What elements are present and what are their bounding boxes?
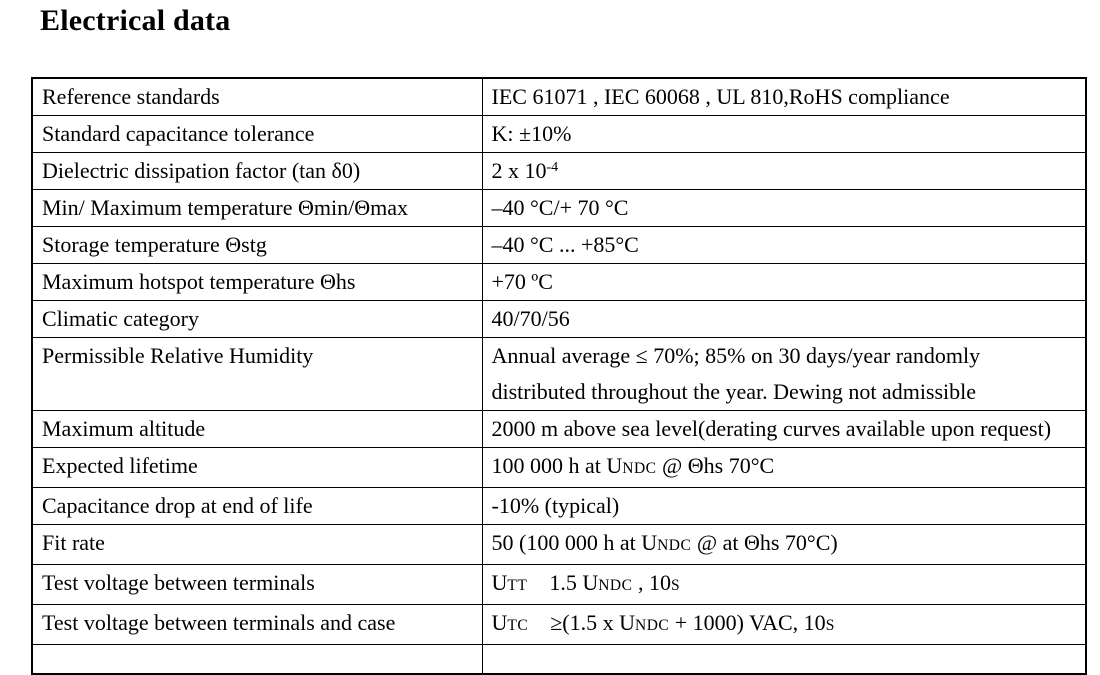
row-value: 100 000 h at UNDC @ Θhs 70°C xyxy=(482,448,1086,488)
row-label: Maximum hotspot temperature Θhs xyxy=(32,264,482,301)
page-title: Electrical data xyxy=(40,4,231,37)
row-value: IEC 61071 , IEC 60068 , UL 810,RoHS compliance xyxy=(482,78,1086,116)
row-value: 2000 m above sea level(derating curves available upon request) xyxy=(482,411,1086,448)
row-label: Dielectric dissipation factor (tan δ0) xyxy=(32,153,482,190)
row-label: Expected lifetime xyxy=(32,448,482,488)
row-value: +70 ºC xyxy=(482,264,1086,301)
table-row xyxy=(32,116,1086,153)
table-row xyxy=(32,411,1086,448)
row-value: Annual average ≤ 70%; 85% on 30 days/year randomly distributed throughout the year. Dewing not admissible xyxy=(482,338,1086,411)
row-value: 2 x $10^{-4}$ xyxy=(482,153,1086,190)
table-row xyxy=(32,227,1086,264)
table-row xyxy=(32,78,1086,116)
row-label: Test voltage between terminals xyxy=(32,565,482,605)
table-row xyxy=(32,448,1086,488)
row-label: Storage temperature Θstg xyxy=(32,227,482,264)
row-value: UTC ≥(1.5 x UNDC + 1000) VAC, 10S xyxy=(482,605,1086,645)
row-value: –40 °C ... +85°C xyxy=(482,227,1086,264)
table-row xyxy=(32,301,1086,338)
row-value: 50 (100 000 h at UNDC @ at Θhs 70°C) xyxy=(482,525,1086,565)
row-label: Fit rate xyxy=(32,525,482,565)
row-label: Test voltage between terminals and case xyxy=(32,605,482,645)
row-label: Reference standards xyxy=(32,78,482,116)
table-row xyxy=(32,525,1086,565)
row-value: K: ±10% xyxy=(482,116,1086,153)
row-value: 40/70/56 xyxy=(482,301,1086,338)
table-row xyxy=(32,190,1086,227)
row-value: -10% (typical) xyxy=(482,488,1086,525)
table-row xyxy=(32,264,1086,301)
table-row xyxy=(32,153,1086,190)
table-row xyxy=(32,605,1086,645)
row-label: Capacitance drop at end of life xyxy=(32,488,482,525)
electrical-data-table xyxy=(31,77,1087,675)
row-value: –40 °C/+ 70 °C xyxy=(482,190,1086,227)
table-row xyxy=(32,565,1086,605)
row-label: Permissible Relative Humidity xyxy=(32,338,482,411)
row-label: Maximum altitude xyxy=(32,411,482,448)
table-row xyxy=(32,488,1086,525)
row-label: Climatic category xyxy=(32,301,482,338)
row-label: Standard capacitance tolerance xyxy=(32,116,482,153)
table-row xyxy=(32,338,1086,411)
row-label: Min/ Maximum temperature Θmin/Θmax xyxy=(32,190,482,227)
row-value: UTT 1.5 UNDC , 10S xyxy=(482,565,1086,605)
